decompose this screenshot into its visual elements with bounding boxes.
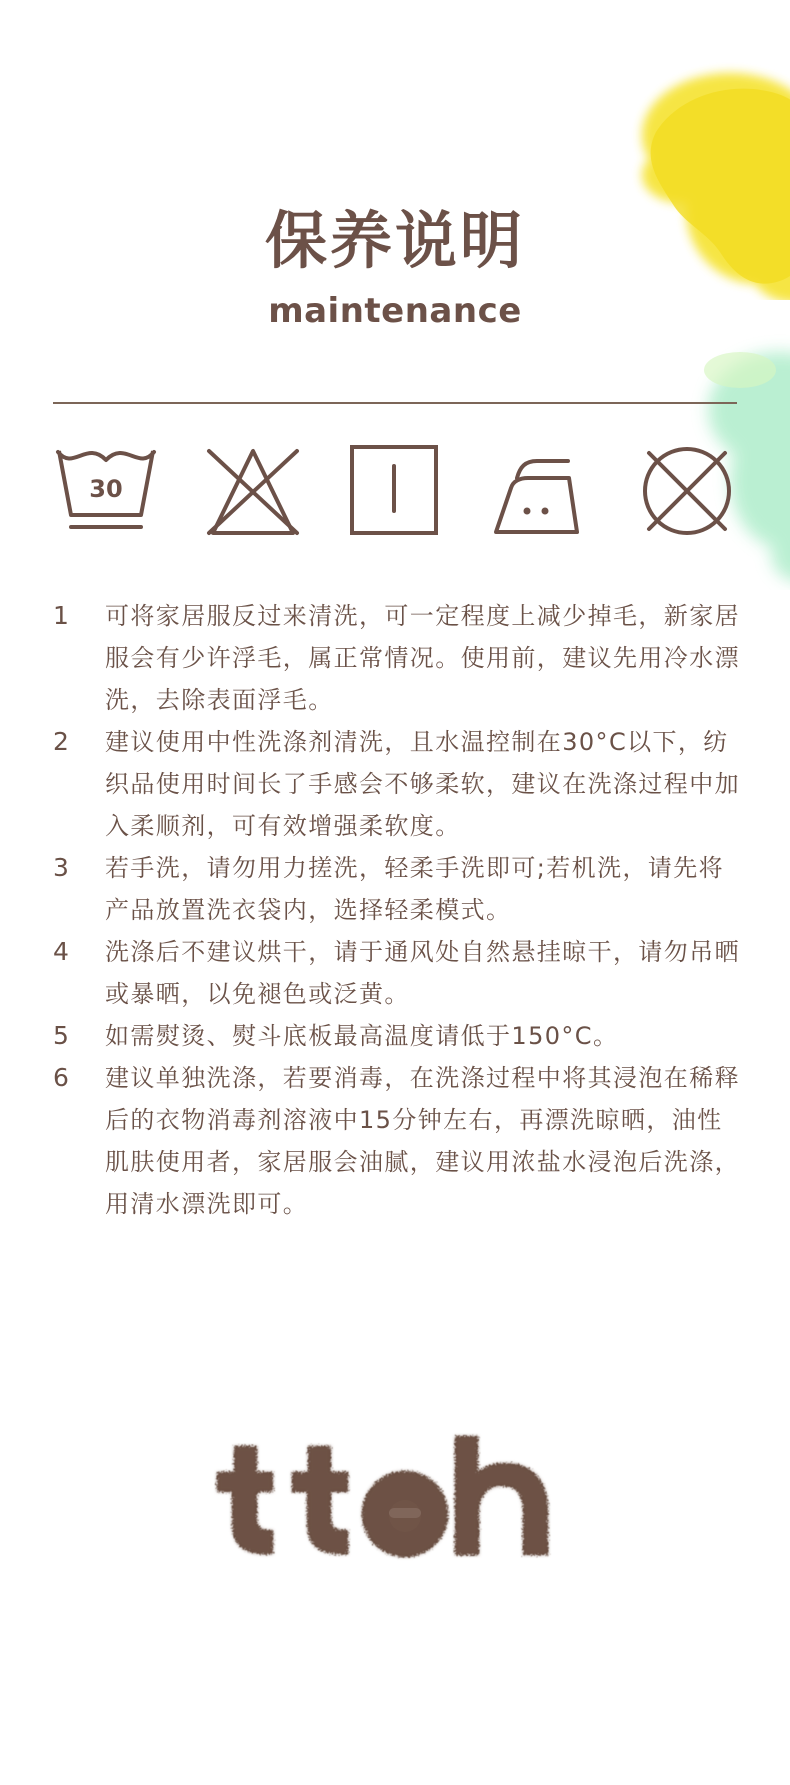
- instruction-item: [53, 595, 743, 721]
- title-block: [0, 204, 790, 331]
- page-subtitle: maintenance: [268, 291, 522, 331]
- washtub-30-icon: [53, 443, 159, 541]
- instruction-number: 2: [53, 727, 71, 756]
- do-not-dry-clean-icon: [637, 443, 737, 541]
- section-divider: [53, 402, 737, 404]
- instruction-item: [53, 847, 743, 931]
- instruction-item: [53, 931, 743, 1015]
- no-bleach-icon: [205, 443, 301, 541]
- instruction-text: 如需熨烫、熨斗底板最高温度请低于150°C。: [105, 1022, 619, 1050]
- iron-medium-heat-icon: [489, 443, 585, 541]
- brand-logo: [203, 1420, 588, 1580]
- instruction-item: [53, 1057, 743, 1225]
- instruction-number: 1: [53, 601, 71, 630]
- wash-temperature-label: 30: [89, 475, 123, 503]
- care-symbol-row: [53, 443, 737, 543]
- instruction-text: 可将家居服反过来清洗，可一定程度上减少掉毛，新家居服会有少许浮毛，属正常情况。使用前，建议先用冷水漂洗，去除表面浮毛。: [105, 602, 740, 714]
- instruction-text: 建议使用中性洗涤剂清洗，且水温控制在30°C以下，纺织品使用时间长了手感会不够柔软，建议在洗涤过程中加入柔顺剂，可有效增强柔软度。: [105, 728, 740, 840]
- care-instructions-list: [53, 595, 743, 1225]
- instruction-text: 建议单独洗涤，若要消毒，在洗涤过程中将其浸泡在稀释后的衣物消毒剂溶液中15分钟左右，再漂洗晾晒，油性肌肤使用者，家居服会油腻，建议用浓盐水浸泡后洗涤，用清水漂洗即可。: [105, 1064, 740, 1218]
- instruction-item: [53, 1015, 743, 1057]
- page-title: 保养说明: [264, 204, 525, 277]
- instruction-number: 5: [53, 1021, 71, 1050]
- instruction-text: 若手洗，请勿用力搓洗，轻柔手洗即可;若机洗，请先将产品放置洗衣袋内，选择轻柔模式。: [105, 854, 725, 924]
- instruction-number: 4: [53, 937, 71, 966]
- instruction-number: 6: [53, 1063, 71, 1092]
- dry-flat-icon: [348, 443, 440, 541]
- instruction-text: 洗涤后不建议烘干，请于通风处自然悬挂晾干，请勿吊晒或暴晒，以免褪色或泛黄。: [105, 938, 740, 1008]
- instruction-item: [53, 721, 743, 847]
- instruction-number: 3: [53, 853, 71, 882]
